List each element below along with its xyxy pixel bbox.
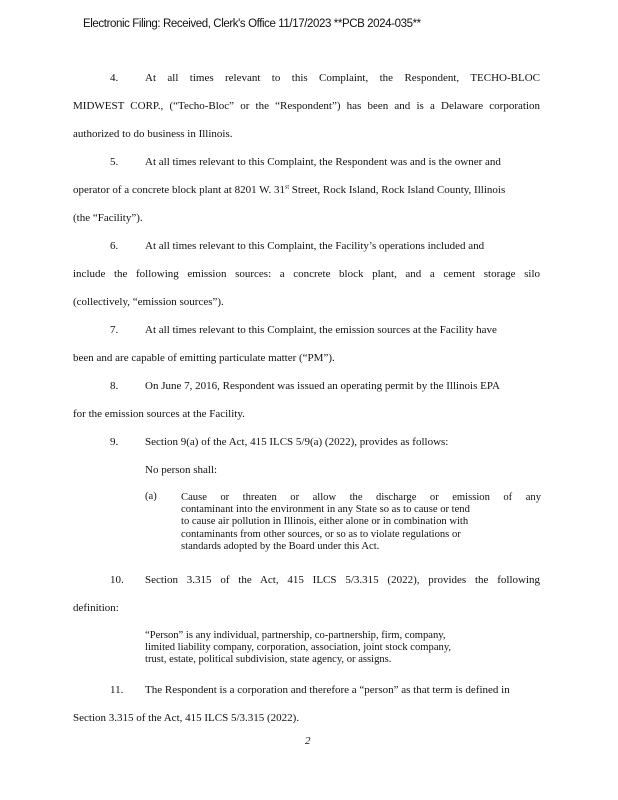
quote-intro: No person shall: (145, 464, 218, 476)
list-item-label: (a) (145, 491, 157, 502)
address-text: operator of a concrete block plant at 8201 W. 31 (73, 184, 285, 196)
paragraph-text: MIDWEST CORP., (“Techo-Bloc” or the “Respondent”) has been and is a Delaware corporation (73, 100, 540, 112)
paragraph-text: Section 3.315 of the Act, 415 ILCS 5/3.315 (2022), provides the following (145, 574, 540, 586)
paragraph-text: At all times relevant to this Complaint, the Respondent was and is the owner and (145, 156, 501, 168)
paragraph-number: 5. (110, 156, 119, 168)
paragraph-text: At all times relevant to this Complaint, the emission sources at the Facility have (145, 324, 497, 336)
paragraph-number: 11. (110, 684, 124, 696)
page-number: 2 (305, 735, 311, 747)
quote-line: contaminant into the environment in any State so as to cause or tend (181, 504, 470, 516)
paragraph-number: 8. (110, 380, 119, 392)
paragraph-number: 4. (110, 72, 119, 84)
paragraph-number: 6. (110, 240, 119, 252)
paragraph-text: (the “Facility”). (73, 212, 143, 224)
ordinal-suffix: st (285, 184, 290, 191)
paragraph-number: 9. (110, 436, 119, 448)
paragraph-text: definition: (73, 602, 119, 614)
paragraph-text: include the following emission sources: a concrete block plant, and a cement storage silo (73, 268, 540, 280)
paragraph-text: for the emission sources at the Facility. (73, 408, 245, 420)
paragraph-number: 10. (110, 574, 124, 586)
paragraph-text: authorized to do business in Illinois. (73, 128, 233, 140)
quote-line: “Person” is any individual, partnership, co-partnership, firm, company, (145, 630, 446, 641)
paragraph-text: At all times relevant to this Complaint, the Respondent, TECHO-BLOC (145, 72, 540, 84)
statute-quote (181, 492, 541, 553)
quote-line: trust, estate, political subdivision, state agency, or assigns. (145, 654, 392, 666)
paragraph-number: 7. (110, 324, 119, 336)
quote-line: Cause or threaten or allow the discharge or emission of any (181, 492, 541, 503)
paragraph-text: Section 3.315 of the Act, 415 ILCS 5/3.315 (2022). (73, 712, 300, 724)
address-text: Street, Rock Island, Rock Island County, Illinois (289, 184, 506, 196)
paragraph-text (73, 185, 540, 196)
paragraph-text: The Respondent is a corporation and therefore a “person” as that term is defined in (145, 684, 510, 696)
paragraph-text: At all times relevant to this Complaint, the Facility’s operations included and (145, 240, 485, 252)
paragraph-text: On June 7, 2016, Respondent was issued an operating permit by the Illinois EPA (145, 380, 500, 392)
paragraph-text: Section 9(a) of the Act, 415 ILCS 5/9(a) (2022), provides as follows: (145, 436, 449, 448)
quote-line: to cause air pollution in Illinois, either alone or in combination with (181, 516, 469, 528)
filing-header: Electronic Filing: Received, Clerk's Office 11/17/2023 **PCB 2024-035** (83, 18, 421, 30)
paragraph-text: (collectively, “emission sources”). (73, 296, 224, 308)
definition-quote (145, 630, 513, 667)
paragraph-text: been and are capable of emitting particulate matter (“PM”). (73, 352, 335, 364)
quote-line: limited liability company, corporation, association, joint stock company, (145, 642, 452, 654)
quote-line: standards adopted by the Board under this Act. (181, 540, 380, 552)
quote-line: contaminants from other sources, or so as to violate regulations or (181, 528, 461, 540)
